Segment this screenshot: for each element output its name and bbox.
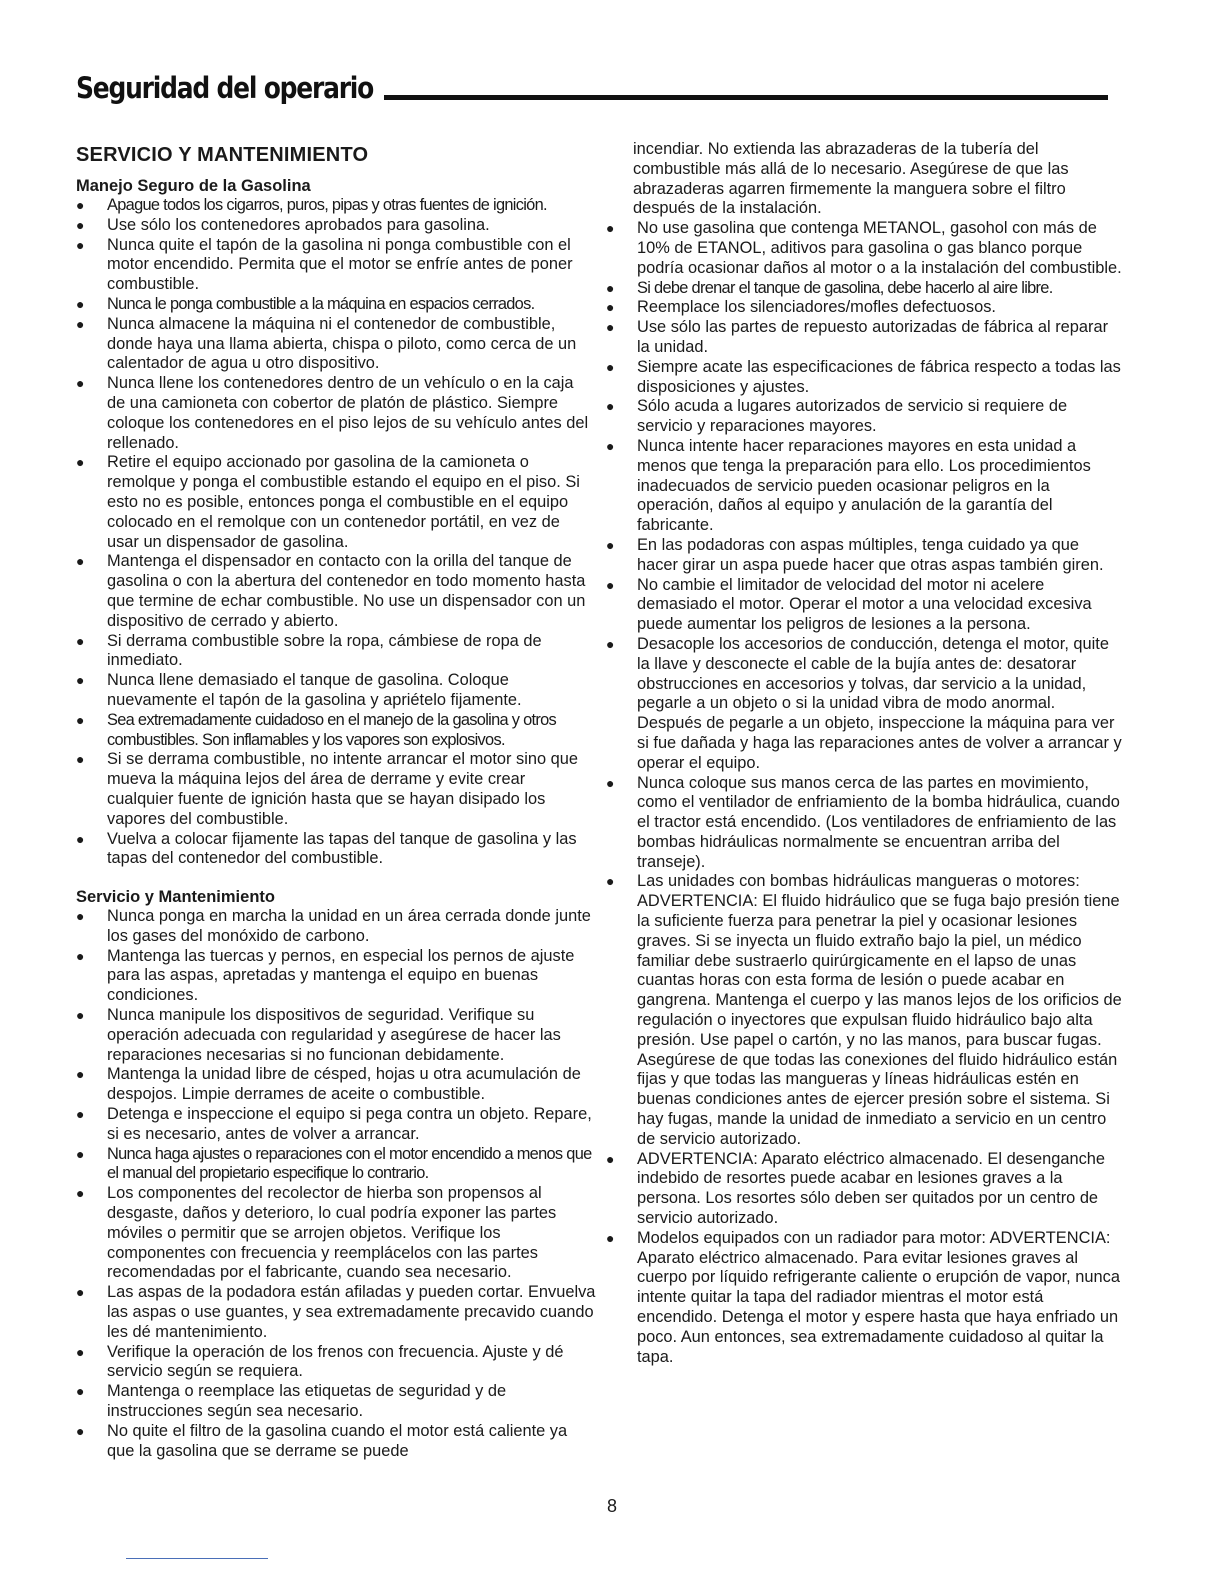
list-item-text: Si debe drenar el tanque de gasolina, debe hacerlo al aire libre.	[637, 278, 1053, 297]
list-item	[76, 552, 596, 631]
bullet-icon: ●	[76, 1106, 85, 1123]
list-item-text: Reemplace los silenciadores/mofles defectuosos.	[637, 298, 996, 317]
bullet-icon: ●	[76, 672, 85, 689]
list-item-text: Apague todos los cigarros, puros, pipas y otras fuentes de ignición.	[107, 196, 547, 214]
bullet-icon: ●	[76, 1383, 85, 1400]
list-item	[76, 947, 596, 1006]
list-item	[76, 295, 596, 315]
gas-safety-heading: Manejo Seguro de la Gasolina	[76, 177, 311, 195]
list-item-text: Nunca le ponga combustible a la máquina en espacios cerrados.	[107, 294, 535, 313]
list-item	[606, 397, 1122, 437]
bullet-icon: ●	[76, 236, 85, 253]
list-item	[76, 907, 596, 947]
list-item-text: En las podadoras con aspas múltiples, tenga cuidado ya que hacer girar un aspa puede hacer que otras aspas también giren.	[637, 535, 1104, 574]
list-item	[606, 1229, 1122, 1368]
list-item	[606, 872, 1122, 1149]
bullet-icon: ●	[76, 947, 85, 964]
list-item-text: Sólo acuda a lugares autorizados de servicio si requiere de servicio y reparaciones mayores.	[637, 397, 1068, 436]
bullet-icon: ●	[606, 1229, 615, 1246]
bullet-icon: ●	[76, 295, 84, 312]
page-number: 8	[606, 1496, 617, 1516]
list-item-text: Sea extremadamente cuidadoso en el manejo de la gasolina y otros combustibles. Son inflamables y los vapores son explosivos.	[107, 710, 557, 749]
list-item-text: Vuelva a colocar fijamente las tapas del tanque de gasolina y las tapas del contenedor del combustible.	[107, 829, 577, 868]
list-item	[76, 1283, 596, 1342]
list-item	[606, 318, 1122, 358]
list-item-text: Nunca quite el tapón de la gasolina ni ponga combustible con el motor encendido. Permita que el motor se enfríe antes de poner combustible.	[107, 235, 573, 294]
bullet-icon: ●	[76, 711, 84, 728]
list-item-text: Modelos equipados con un radiador para motor: ADVERTENCIA: Aparato eléctrico almacenado. Para evitar lesiones graves al cuerpo por líquido refrigerante caliente o erupción de vapor, nunca intente quitar la tapa del radiador mientras el motor está encendido. Detenga el motor y espere hasta que haya enfriado un poco. Aun entonces, sea extremadamente cuidadoso al quitar la tapa.	[637, 1228, 1120, 1366]
list-item-text: Mantenga el dispensador en contacto con la orilla del tanque de gasolina o con la abertura del contenedor en todo momento hasta que termine de echar combustible. No use un dispensador con un dispositivo de cerrado y abierto.	[107, 552, 586, 630]
list-item-text: Desacople los accesorios de conducción, detenga el motor, quite la llave y desconecte el cable de la bujía antes de: desatorar obstrucciones en accesorios y tolvas, dar servicio a la unidad, pegarle a un objeto o si la unidad vibra de modo anormal. Después de pegarle a un objeto, inspeccione la máquina para ver si fue dañada y haga las reparaciones antes de volver a arrancar y operar el equipo.	[637, 634, 1122, 772]
bullet-icon: ●	[76, 1422, 85, 1439]
list-item-text: Nunca llene los contenedores dentro de un vehículo o en la caja de una camioneta con cobertor de platón de plástico. Siempre coloque los contenedores en el piso lejos de su vehículo antes del rellenado.	[107, 374, 589, 452]
bullet-icon: ●	[76, 1343, 85, 1360]
section-title: SERVICIO Y MANTENIMIENTO	[76, 144, 369, 166]
list-item	[76, 750, 596, 829]
list-item	[606, 635, 1122, 774]
bullet-icon: ●	[76, 1145, 84, 1162]
list-item-text: Detenga e inspeccione el equipo si pega contra un objeto. Repare, si es necesario, antes de volver a arrancar.	[107, 1105, 592, 1143]
list-item-text: Si derrama combustible sobre la ropa, cámbiese de ropa de inmediato.	[107, 631, 542, 670]
bullet-icon: ●	[606, 1150, 615, 1167]
list-item	[76, 1145, 596, 1185]
list-item	[606, 1150, 1122, 1229]
list-item-text: No quite el filtro de la gasolina cuando el motor está caliente ya que la gasolina que se derrame se puede	[107, 1421, 568, 1460]
list-item	[606, 279, 1122, 299]
list-item	[76, 632, 596, 672]
gas-safety-list	[76, 196, 596, 869]
list-item	[76, 711, 596, 751]
service-heading: Servicio y Mantenimiento	[76, 888, 275, 907]
bullet-icon: ●	[606, 279, 614, 296]
list-item	[76, 453, 596, 552]
list-item-text: Use sólo las partes de repuesto autorizadas de fábrica al reparar la unidad.	[637, 318, 1109, 356]
list-item	[606, 219, 1122, 278]
bullet-icon: ●	[606, 635, 615, 652]
list-item-text: Use sólo los contenedores aprobados para gasolina.	[107, 215, 490, 234]
right-column	[606, 140, 1122, 1367]
bullet-icon: ●	[606, 299, 615, 316]
list-item	[76, 1105, 596, 1145]
list-item	[606, 298, 1122, 318]
list-item	[76, 216, 596, 236]
bullet-icon: ●	[76, 830, 85, 847]
list-item	[76, 315, 596, 374]
bullet-icon: ●	[76, 315, 85, 332]
list-item	[76, 1382, 596, 1422]
bullet-icon: ●	[606, 220, 615, 237]
list-item	[606, 358, 1122, 398]
list-item-text: Si se derrama combustible, no intente arrancar el motor sino que mueva la máquina lejos del área de derrame y evite crear cualquier fuente de ignición hasta que se hayan disipado los vapores del combustible.	[107, 750, 579, 828]
page-header	[76, 70, 1108, 106]
list-item	[76, 1184, 596, 1283]
list-item-text: Siempre acate las especificaciones de fábrica respecto a todas las disposiciones y ajustes.	[637, 357, 1121, 396]
list-item-text: Mantenga o reemplace las etiquetas de seguridad y de instrucciones según sea necesario.	[107, 1382, 507, 1421]
list-item	[76, 830, 596, 870]
list-item	[606, 437, 1122, 536]
list-item-text: Nunca coloque sus manos cerca de las partes en movimiento, como el ventilador de enfriamiento de la bomba hidráulica, cuando el tractor está encendido. (Los ventiladores de enfriamiento de las bombas hidráulicas normalmente se encuentran arriba del transeje).	[637, 773, 1120, 871]
list-item	[76, 196, 596, 216]
list-item-text: Nunca ponga en marcha la unidad en un área cerrada donde junte los gases del monóxido de carbono.	[107, 907, 591, 945]
list-item	[76, 1065, 596, 1105]
list-item-text: Retire el equipo accionado por gasolina de la camioneta o remolque y ponga el combustible estando el equipo en el piso. Si esto no es posible, entonces ponga el combustible en el equipo colocado en el remolque con un contenedor portátil, en vez de usar un dispensador de gasolina.	[107, 453, 580, 551]
bullet-icon: ●	[606, 319, 615, 336]
bullet-icon: ●	[76, 1284, 85, 1301]
list-item-text: ADVERTENCIA: Aparato eléctrico almacenado. El desenganche indebido de resortes puede acabar en lesiones graves a la persona. Los resortes sólo deben ser quitados por un centro de servicio autorizado.	[637, 1149, 1105, 1228]
list-item	[76, 1006, 596, 1065]
service-list	[76, 907, 596, 1461]
list-item	[76, 1422, 596, 1462]
bullet-icon: ●	[76, 553, 85, 570]
bullet-icon: ●	[606, 873, 615, 890]
header-rule	[384, 95, 1108, 100]
bullet-icon: ●	[76, 1066, 85, 1083]
bullet-icon: ●	[606, 774, 615, 791]
bullet-icon: ●	[76, 375, 85, 392]
continued-paragraph: incendiar. No extienda las abrazaderas de la tubería del combustible más allá de lo necesario. Asegúrese de que las abrazaderas agarren firmemente la manguera sobre el filtro después de la instalación.	[633, 140, 1069, 218]
list-item-text: No cambie el limitador de velocidad del motor ni acelere demasiado el motor. Operar el motor a una velocidad excesiva puede aumentar los peligros de lesiones a la persona.	[637, 575, 1092, 634]
bullet-icon: ●	[606, 437, 615, 454]
footer-link-line	[126, 1558, 268, 1559]
page-title: Seguridad del operario	[76, 71, 374, 105]
list-item-text: Mantenga la unidad libre de césped, hojas u otra acumulación de despojos. Limpie derrames de aceite o combustible.	[107, 1065, 581, 1104]
list-item-text: Las aspas de la podadora están afiladas y pueden cortar. Envuelva las aspas o use guantes, y sea extremadamente precavido cuando les dé mantenimiento.	[107, 1283, 596, 1341]
bullet-icon: ●	[76, 1185, 85, 1202]
list-item-text: Nunca llene demasiado el tanque de gasolina. Coloque nuevamente el tapón de la gasolina y apriételo fijamente.	[107, 671, 522, 709]
list-item	[76, 374, 596, 453]
list-item	[76, 236, 596, 295]
bullet-icon: ●	[76, 197, 84, 213]
bullet-icon: ●	[606, 576, 615, 593]
bullet-icon: ●	[76, 632, 85, 649]
bullet-icon: ●	[76, 1007, 85, 1024]
bullet-icon: ●	[76, 454, 85, 471]
bullet-icon: ●	[76, 908, 85, 925]
list-item	[606, 774, 1122, 873]
list-item-text: Mantenga las tuercas y pernos, en especial los pernos de ajuste para las aspas, apretadas y mantenga el equipo en buenas condiciones.	[107, 946, 575, 1005]
list-item	[76, 671, 596, 711]
left-column	[76, 143, 596, 1461]
list-item-text: No use gasolina que contenga METANOL, gasohol con más de 10% de ETANOL, aditivos para gasolina o gas blanco porque podría ocasionar daños al motor o a la instalación del combustible.	[637, 219, 1122, 277]
list-item	[76, 1343, 596, 1383]
list-item-text: Nunca almacene la máquina ni el contenedor de combustible, donde haya una llama abierta, chispa o piloto, como cerca de un calentador de agua u otro dispositivo.	[107, 314, 577, 373]
list-item-text: Verifique la operación de los frenos con frecuencia. Ajuste y dé servicio según se requiera.	[107, 1342, 564, 1381]
list-item-text: Nunca haga ajustes o reparaciones con el motor encendido a menos que el manual del propietario especifique lo contrario.	[107, 1144, 592, 1183]
list-item-text: Nunca intente hacer reparaciones mayores en esta unidad a menos que tenga la preparación para ello. Los procedimientos inadecuados de servicio pueden ocasionar peligros en la operación, daños al equipo y anulación de la garantía del fabricante.	[637, 436, 1091, 535]
bullet-icon: ●	[606, 536, 615, 553]
list-item-text: Las unidades con bombas hidráulicas mangueras o motores: ADVERTENCIA: El fluido hidráulico que se fuga bajo presión tiene la suficiente fuerza para penetrar la piel y ocasionar lesiones graves. Si se inyecta un fluido extraño bajo la piel, un médico familiar debe sustraerlo quirúrgicamente en el lapso de unas cuantas horas con esta forma de lesión o puede acabar en gangrena. Mantenga el cuerpo y las manos lejos de los orificios de regulación o inyectores que expulsan fluido hidráulico bajo alta presión. Use papel o cartón, y no las manos, para buscar fugas. Asegúrese de que todas las conexiones del fluido hidráulico están fijas y que todas las mangueras y líneas hidráulicas estén en buenas condiciones antes de ejercer presión sobre el sistema. Si hay fugas, mande la unidad de inmediato a servicio en un centro de servicio autorizado.	[637, 872, 1122, 1148]
list-item-text: Los componentes del recolector de hierba son propensos al desgaste, daños y deterioro, lo cual podría exponer las partes móviles o permitir que se arrojen objetos. Verifique los componentes con frecuencia y reemplácelos con las partes recomendadas por el fabricante, cuando sea necesario.	[107, 1184, 557, 1282]
service-list-continued	[606, 219, 1122, 1367]
bullet-icon: ●	[606, 358, 615, 375]
list-item	[606, 536, 1122, 576]
bullet-icon: ●	[76, 751, 85, 768]
list-item	[606, 576, 1122, 635]
bullet-icon: ●	[76, 216, 85, 233]
list-item-text: Nunca manipule los dispositivos de seguridad. Verifique su operación adecuada con regularidad y asegúrese de hacer las reparaciones necesarias si no funcionan debidamente.	[107, 1006, 561, 1064]
bullet-icon: ●	[606, 398, 615, 415]
